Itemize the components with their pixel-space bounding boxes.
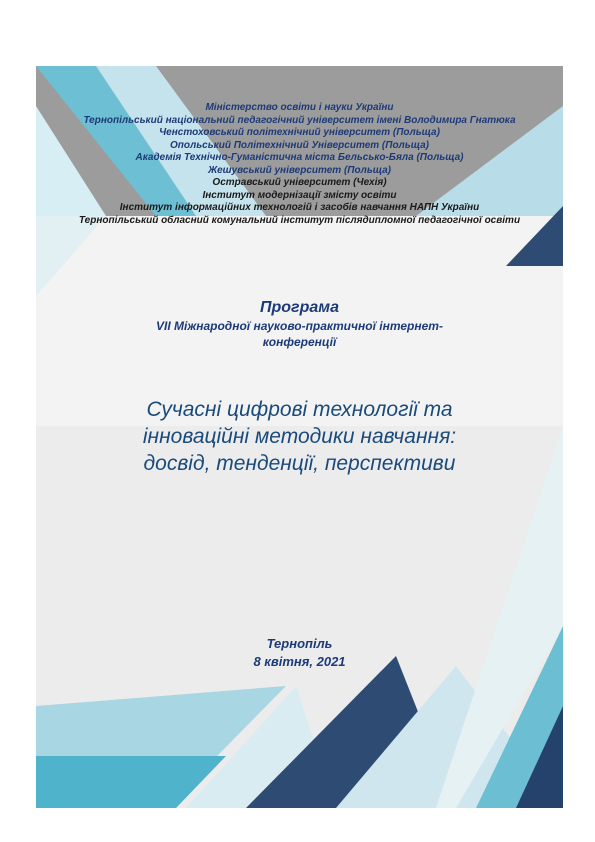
- institution-line: Остравський університет (Чехія): [212, 177, 387, 188]
- conference-title-line3: досвід, тенденції, перспективи: [143, 452, 456, 475]
- conference-title-line2: інноваційні методики навчання:: [142, 425, 457, 448]
- conference-title: [36, 396, 563, 477]
- cover-page: [36, 66, 563, 808]
- institution-line: Ченстоховський політехнічний університет (Польща): [159, 127, 440, 138]
- conference-name-line1: VII Міжнародної науково-практичної інтернет-: [156, 319, 443, 333]
- institution-line: Тернопільський обласний комунальний інститут післядипломної педагогічної освіти: [78, 214, 521, 226]
- conference-name-line2: конференції: [262, 335, 337, 349]
- program-block: [36, 298, 563, 350]
- institution-line: Міністерство освіти і науки України: [205, 102, 394, 113]
- institution-line: Жешувський університет (Польща): [207, 164, 392, 176]
- program-title: Програма: [260, 299, 339, 316]
- institution-line: Інститут інформаційних технологій і засобів навчання НАПН України: [119, 202, 480, 213]
- date: 8 квітня, 2021: [253, 654, 346, 669]
- place-date-block: [36, 635, 563, 671]
- conference-title-line1: Сучасні цифрові технології та: [146, 398, 453, 421]
- institution-line: Інститут модернізації змісту освіти: [202, 189, 397, 201]
- institution-line: Академія Технічно-Гуманістична міста Бельсько-Бяла (Польща): [135, 152, 464, 163]
- institutions-list: [36, 102, 563, 227]
- institution-line: Опольський Політехнічний Університет (Польща): [170, 139, 429, 151]
- institution-line: Тернопільський національний педагогічний університет імені Володимира Гнатюка: [83, 114, 516, 126]
- place: Тернопіль: [266, 636, 333, 651]
